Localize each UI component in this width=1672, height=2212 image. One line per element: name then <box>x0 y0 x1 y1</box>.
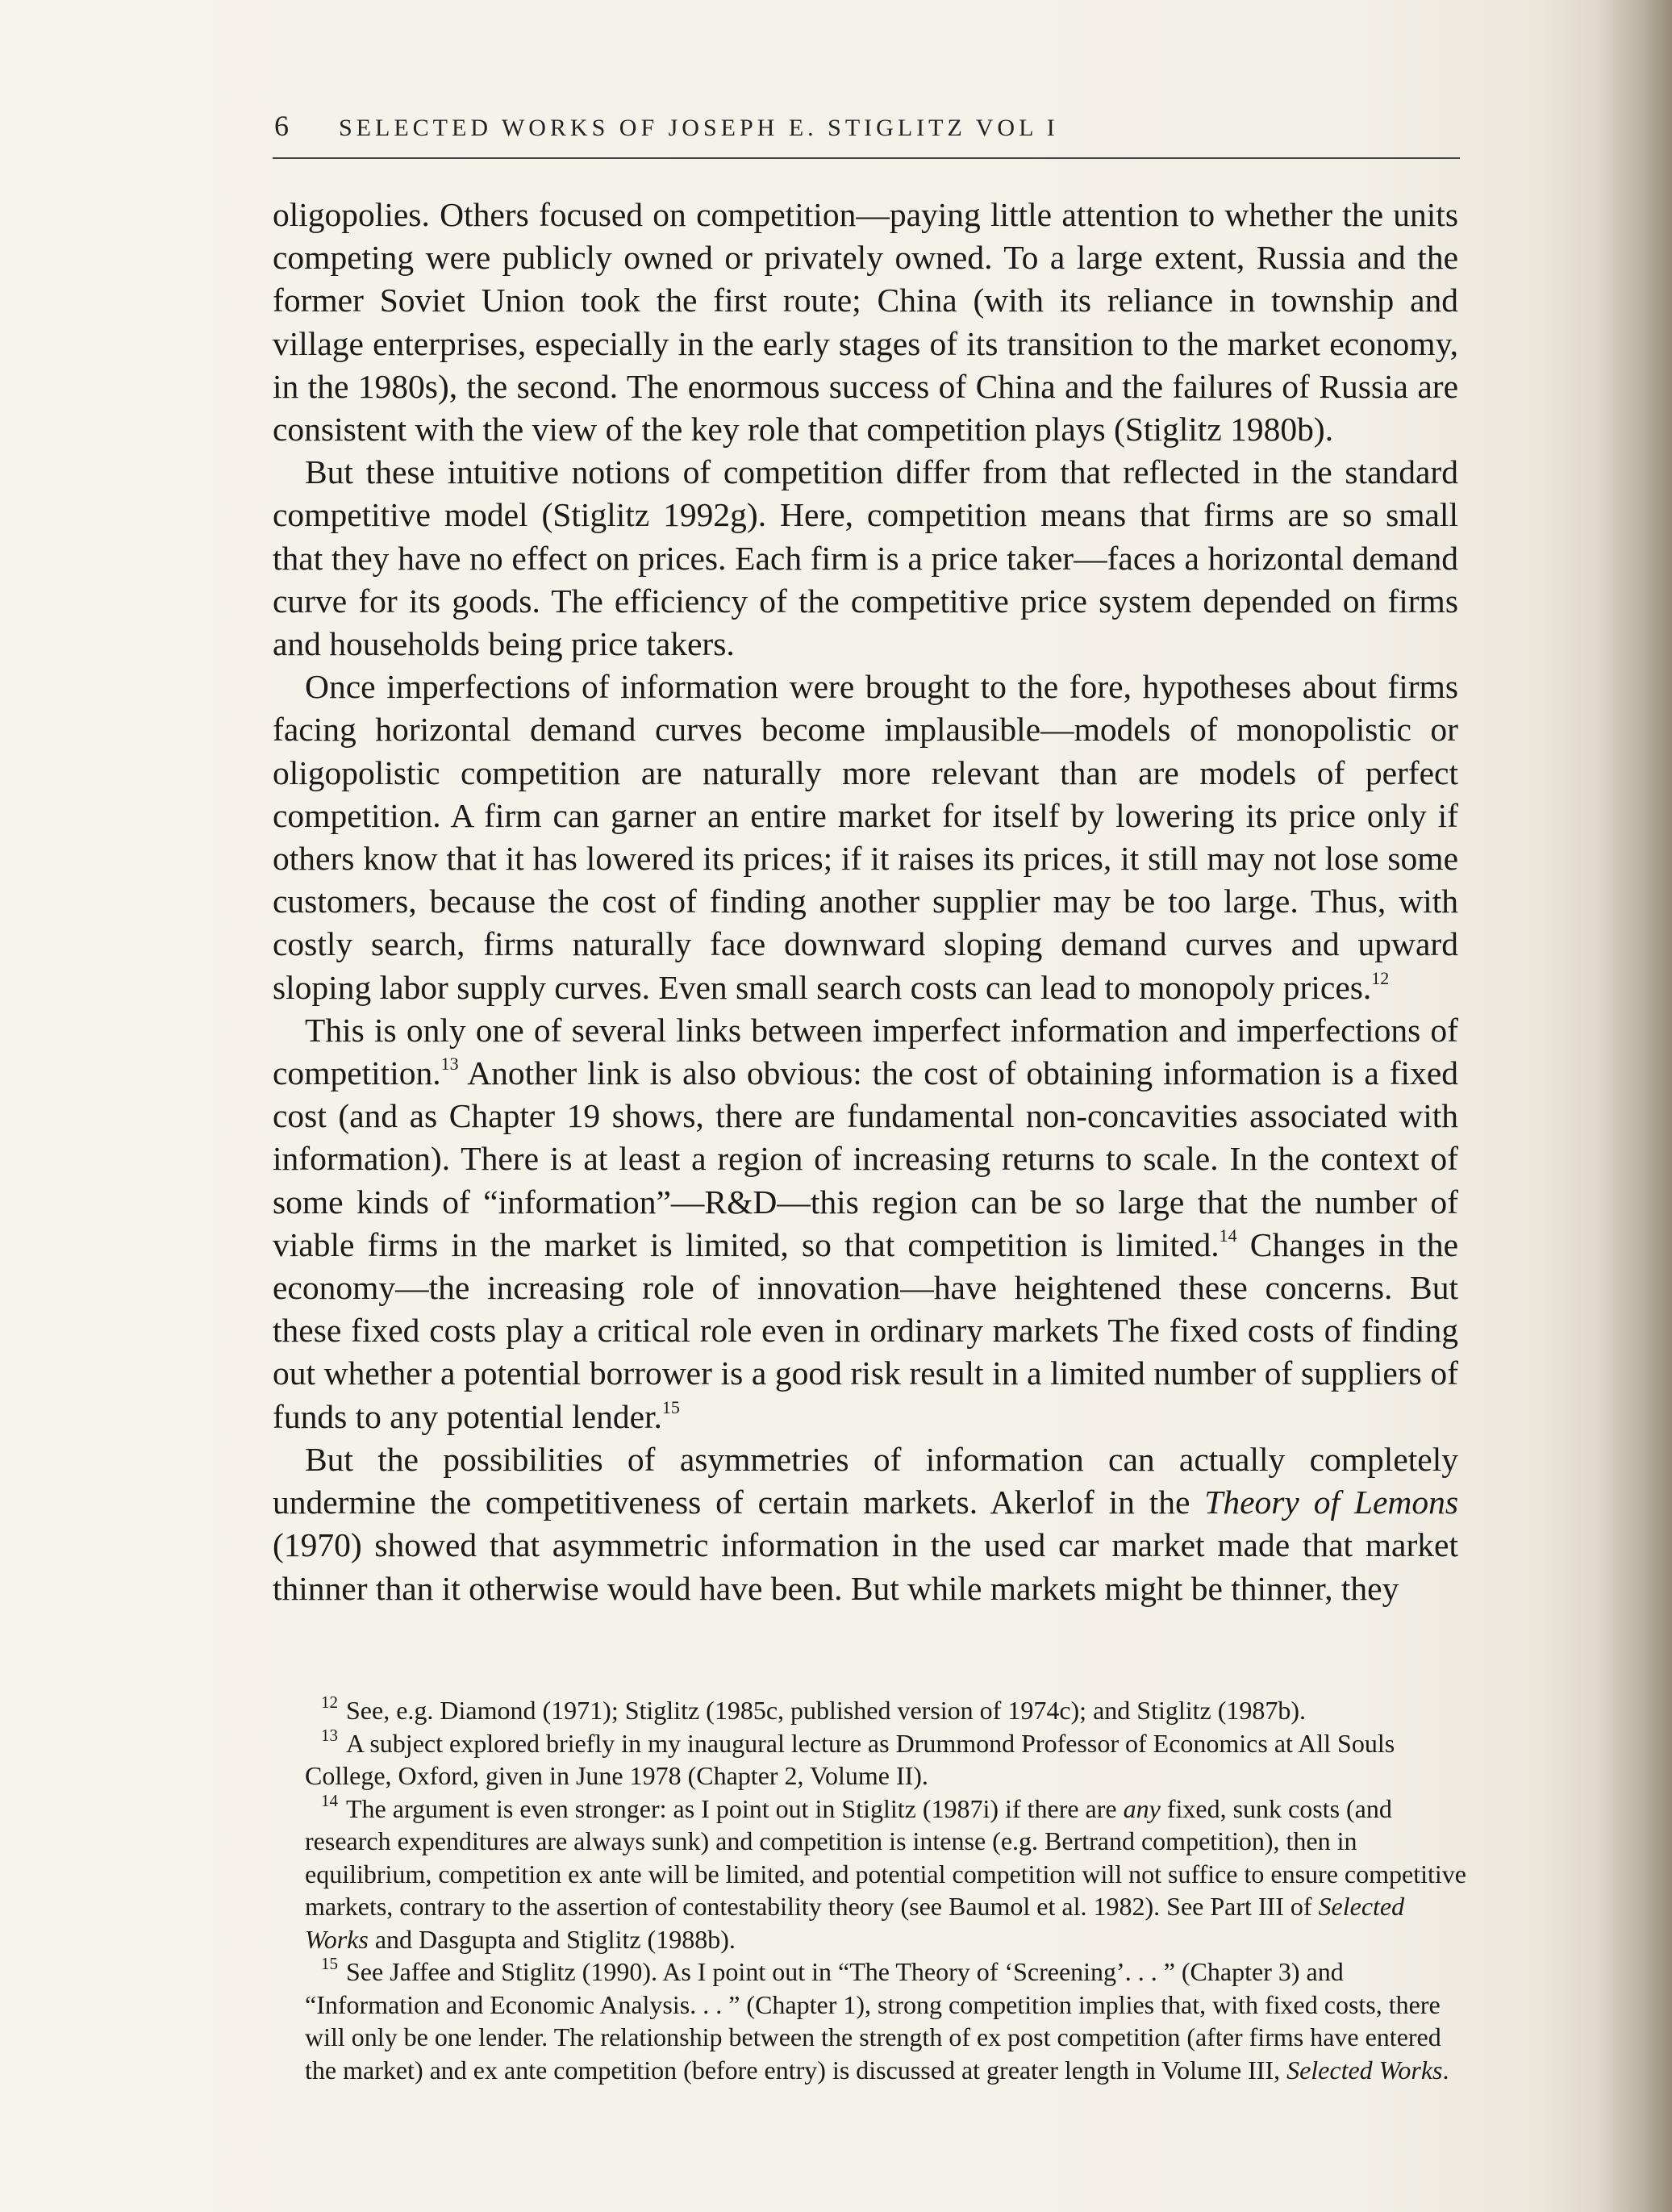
footnotes <box>305 1694 1466 2086</box>
paragraph-5-book-title: Theory of Lemons <box>1204 1484 1458 1521</box>
footnote-ref-12[interactable]: 12 <box>1371 967 1390 988</box>
header-rule <box>273 157 1460 159</box>
footnote-14-emphasis: any <box>1123 1793 1161 1823</box>
page-number: 6 <box>274 110 289 142</box>
footnote-14-text-a: The argument is even stronger: as I point out in Stiglitz (1987i) if there are <box>346 1793 1124 1823</box>
footnote-14-text-b: fixed, sunk costs (and research expenditures are always sunk) and competition is intense (e.g. Bertrand competition), then in equilibrium, competition ex ante will be limited, and potential competition will not suffice to ensure competitive markets, contrary to the assertion of contestability theory (see Baumol et al. 1982). See Part III of <box>305 1793 1466 1921</box>
footnote-12-number: 12 <box>321 1692 338 1712</box>
paragraph-4-text-c: Changes in the economy—the increasing role of innovation—have heightened these concerns. But these fixed costs play a critical role even in ordinary markets The fixed costs of finding out whether a potential borrower is a good risk result in a limited number of suppliers of funds to any potential lender. <box>273 1225 1458 1435</box>
paragraph-1: oligopolies. Others focused on competition—paying little attention to whether the units competing were publicly owned or privately owned. To a large extent, Russia and the former Soviet Union took the first route; China (with its reliance in township and village enterprises, especially in the early stages of its transition to the market economy, in the 1980s), the second. The enormous success of China and the failures of Russia are consistent with the view of the key role that competition plays (Stiglitz 1980b). <box>273 196 1458 449</box>
footnote-12 <box>305 1694 1466 1727</box>
footnote-13-text: A subject explored briefly in my inaugural lecture as Drummond Professor of Economics at All Souls College, Oxford, given in June 1978 (Chapter 2, Volume II). <box>305 1728 1395 1790</box>
running-head-title: SELECTED WORKS OF JOSEPH E. STIGLITZ VOL I <box>339 115 1059 141</box>
running-head <box>274 109 1460 149</box>
footnote-15 <box>305 1955 1466 2086</box>
footnote-13 <box>305 1727 1466 1793</box>
paragraph-5-text-a: But the possibilities of asymmetries of information can actually completely undermine the competitiveness of certain markets. Akerlof in the <box>273 1440 1458 1521</box>
paragraph-4-text-b: Another link is also obvious: the cost of obtaining information is a fixed cost (and as Chapter 19 shows, there are fundamental non-concavities associated with information). There is at least a region of increasing returns to scale. In the context of some kinds of “information”—R&D—this region can be so large that the number of viable firms in the market is limited, so that competition is limited. <box>273 1054 1458 1263</box>
footnote-13-number: 13 <box>321 1725 338 1745</box>
book-spine-shadow <box>1599 0 1672 2212</box>
paragraph-2: But these intuitive notions of competition differ from that reflected in the standard competitive model (Stiglitz 1992g). Here, competition means that firms are so small that they have no effect on prices. Each firm is a price taker—faces a horizontal demand curve for its goods. The efficiency of the competitive price system depended on firms and households being price takers. <box>273 453 1458 663</box>
footnote-14 <box>305 1790 1466 1956</box>
footnote-12-text: See, e.g. Diamond (1971); Stiglitz (1985c, published version of 1974c); and Stiglitz (1987b). <box>346 1696 1307 1725</box>
footnote-15-number: 15 <box>321 1954 338 1973</box>
paragraph-3 <box>273 666 1458 1009</box>
paragraph-4-text-a: This is only one of several links between imperfect information and imperfections of competition. <box>273 1011 1458 1092</box>
footnote-ref-14[interactable]: 14 <box>1219 1225 1237 1246</box>
footnote-14-text-c: and Dasgupta and Stiglitz (1988b). <box>368 1924 736 1954</box>
main-text <box>273 194 1458 1610</box>
paragraph-5-text-b: (1970) showed that asymmetric information in the used car market made that market thinner than it otherwise would have been. But while markets might be thinner, they <box>273 1526 1458 1607</box>
paragraph-5 <box>273 1438 1458 1610</box>
footnote-15-book-title: Selected Works <box>1286 2055 1443 2085</box>
paragraph-4 <box>273 1009 1458 1438</box>
footnote-14-number: 14 <box>321 1790 338 1810</box>
footnote-15-text-b: . <box>1442 2055 1449 2085</box>
footnote-ref-13[interactable]: 13 <box>440 1054 459 1075</box>
paragraph-3-text: Once imperfections of information were brought to the fore, hypotheses about firms facing horizontal demand curves become implausible—models of monopolistic or oligopolistic competition are naturally more relevant than are models of perfect competition. A firm can garner an entire market for itself by lowering its price only if others know that it has lowered its prices; if it raises its prices, it still may not lose some customers, because the cost of finding another supplier may be too large. Thus, with costly search, firms naturally face downward sloping demand curves and upward sloping labor supply curves. Even small search costs can lead to monopoly prices. <box>273 668 1458 1006</box>
footnote-15-text-a: See Jaffee and Stiglitz (1990). As I point out in “The Theory of ‘Screening’. . . ” (Chapter 3) and “Information and Economic Analysis. . . ” (Chapter 1), strong competition implies that, with fixed costs, there will only be one lender. The relationship between the strength of ex post competition (after firms have entered the market) and ex ante competition (before entry) is discussed at greater length in Volume III, <box>305 1957 1441 2085</box>
footnote-14-book-title: Selected Works <box>305 1892 1405 1954</box>
footnote-ref-15[interactable]: 15 <box>661 1396 680 1417</box>
